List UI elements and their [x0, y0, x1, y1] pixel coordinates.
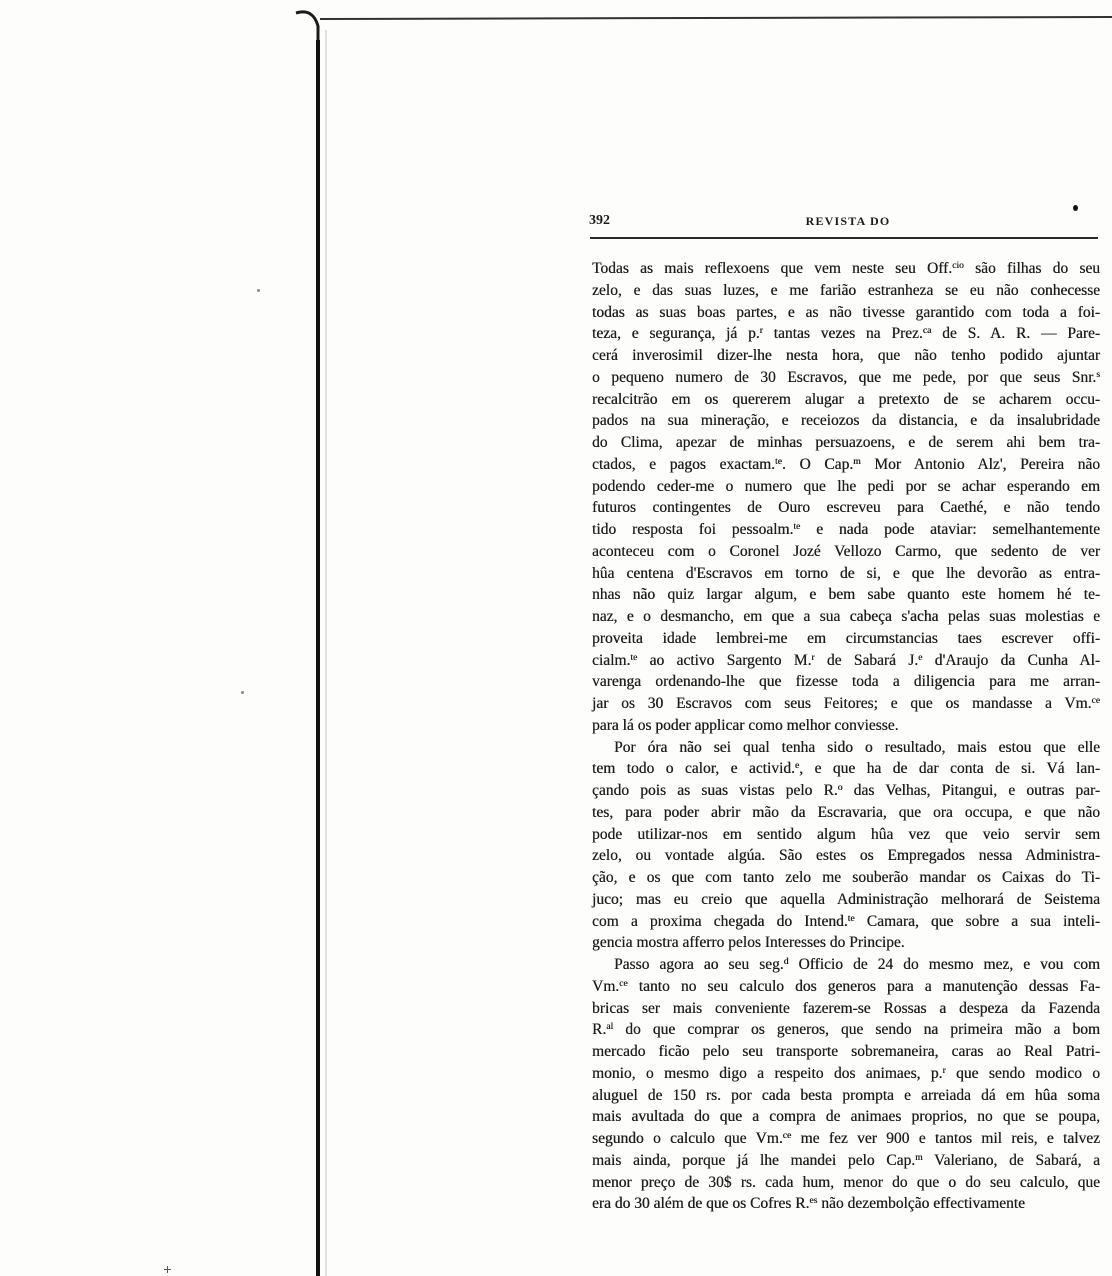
superscript-abbreviation: al [606, 1021, 614, 1033]
line-text: juco; mas eu creio que aquella Administração melhorará de Seistema [592, 890, 1100, 908]
text-line [592, 454, 1100, 476]
text-line [592, 389, 1100, 411]
superscript-abbreviation: d [783, 956, 789, 968]
superscript-abbreviation: ce [782, 1130, 792, 1142]
line-text: ção, e os que com tanto zelo me souberão mandar os Caixas do Ti- [592, 869, 1100, 886]
scan-cross-mark [164, 1266, 171, 1273]
body-text [592, 258, 1100, 1215]
header-rule [590, 237, 1098, 239]
line-text: mercado ficão pelo seu transporte sobremaneira, caras ao Real Patri- [592, 1043, 1100, 1060]
line-text: Mor Antonio Alz', Pereira não [860, 455, 1100, 473]
superscript-abbreviation: cio [952, 260, 964, 272]
line-text: jar os 30 Escravos com seus Feitores; e que os mandasse a Vm. [592, 695, 1092, 712]
line-text: não dezembolção effectivamente [817, 1195, 1025, 1213]
line-text: Por óra não sei qual tenha sido o resultado, mais estou que elle [614, 738, 1100, 756]
text-line [592, 737, 1100, 759]
superscript-abbreviation: es [809, 1195, 818, 1207]
superscript-abbreviation: m [915, 1151, 923, 1163]
paragraph [592, 258, 1100, 737]
line-text: teza, e segurança, já p. [592, 325, 760, 343]
line-text: Passo agora ao seu seg. [614, 956, 784, 973]
superscript-abbreviation: e [794, 760, 800, 772]
line-text: das Velhas, Pitangui, e outras par- [842, 782, 1100, 799]
line-text: proveita idade lembrei-me em circumstancias taes escrever offi- [592, 629, 1100, 647]
text-line [592, 802, 1100, 824]
line-text: tido resposta foi pessoalm. [592, 521, 794, 538]
text-line [592, 650, 1100, 672]
text-line [592, 867, 1100, 889]
line-text: mais avultada do que a compra de animaes proprios, no que se poupa, [592, 1108, 1100, 1126]
text-line [592, 280, 1100, 302]
text-line [592, 519, 1100, 541]
paragraph [592, 737, 1100, 955]
superscript-abbreviation: te [774, 455, 782, 467]
ink-mark [1073, 205, 1078, 211]
text-line [592, 367, 1100, 389]
superscript-abbreviation: ca [922, 325, 932, 337]
text-line [592, 323, 1100, 345]
page-top-edge [320, 17, 1112, 19]
line-text: Vm. [592, 977, 620, 995]
superscript-abbreviation: te [847, 912, 855, 924]
text-line [592, 976, 1100, 998]
line-text: para lá os poder applicar como melhor conviesse. [592, 716, 899, 734]
text-line [592, 715, 1100, 737]
line-text: todas as suas boas partes, e as não tivesse garantido com toda a foi- [592, 303, 1100, 321]
line-text: e nada pode ataviar: semelhantemente [800, 521, 1100, 538]
text-line [592, 1019, 1100, 1041]
text-line [592, 780, 1100, 802]
line-text: que sendo modico o [945, 1064, 1100, 1082]
line-text: me fez ver 900 e tantos mil reis, e talvez [791, 1130, 1101, 1147]
text-line [592, 954, 1100, 976]
text-line [592, 432, 1100, 454]
line-text: bricas ser mais conveniente fazerem-se Rossas a despeza da Fazenda [592, 999, 1100, 1017]
superscript-abbreviation: s [1096, 368, 1100, 380]
line-text: gencia mostra afferro pelos Interesses do Principe. [592, 934, 905, 952]
line-text: pados na sua mineração, e receiozos da distancia, e da insalubridade [592, 412, 1100, 430]
superscript-abbreviation: o [837, 782, 843, 794]
superscript-abbreviation: m [853, 455, 861, 467]
line-text: Officio de 24 do mesmo mez, e vou com [788, 956, 1100, 973]
text-line [592, 1063, 1100, 1085]
line-text: Camara, que sobre a sua inteli- [854, 912, 1100, 930]
line-text: hûa centena d'Escravos em torno de si, e que lhe devorão as entra- [592, 564, 1100, 582]
line-text: era do 30 além de que os Cofres R. [592, 1195, 810, 1213]
page-number: 392 [589, 213, 610, 228]
superscript-abbreviation: te [630, 651, 638, 663]
line-text: podendo ceder-me o numero que lhe pedi por se achar esperando em [592, 477, 1100, 495]
line-text: cialm. [592, 651, 631, 669]
line-text: varenga ordenando-lhe que fizesse toda a diligencia para me arran- [592, 673, 1100, 691]
text-line [592, 584, 1100, 606]
superscript-abbreviation: r [942, 1064, 946, 1076]
superscript-abbreviation: te [793, 521, 801, 533]
superscript-abbreviation: r [811, 651, 815, 663]
page-corner-curl [296, 12, 318, 70]
line-text: zelo, ou vontade algúa. São estes os Empregados nessa Administra- [592, 847, 1100, 865]
text-line [592, 824, 1100, 846]
text-line [592, 345, 1100, 367]
line-text: mais ainda, porque já lhe mandei pelo Cap. [592, 1151, 916, 1169]
scan-speck [257, 289, 260, 292]
line-text: tes, para poder abrir mão da Escravaria, que ora occupa, e que não [592, 803, 1100, 821]
line-text: nhas não quiz largar algum, e bem sabe quanto este homem hé te- [592, 586, 1100, 604]
text-line [592, 258, 1100, 280]
scan-speck [241, 691, 244, 694]
line-text: aluguel de 150 rs. por cada besta prompta e arreiada dá em hûa soma [592, 1086, 1100, 1104]
line-text: R. [592, 1021, 607, 1039]
line-text: menor preço de 30$ rs. cada hum, menor do que o do seu calculo, que [592, 1173, 1100, 1191]
text-line [592, 758, 1100, 780]
text-line [592, 889, 1100, 911]
text-line [592, 932, 1100, 954]
line-text: çando pois as suas vistas pelo R. [592, 782, 838, 799]
line-text: naz, e o desmancho, em que a sua cabeça s'acha pelas suas molestias e [592, 608, 1100, 625]
text-line [592, 628, 1100, 650]
superscript-abbreviation: r [759, 325, 763, 337]
line-text: , e que ha de dar conta de si. Vá lan- [799, 760, 1101, 778]
text-line [592, 845, 1100, 867]
text-line [592, 302, 1100, 324]
superscript-abbreviation: ce [619, 977, 628, 989]
line-text: são filhas do seu [963, 260, 1100, 277]
line-text: futuros contingentes de Ouro escreveu para Caethé, e não tendo [592, 499, 1100, 517]
text-line [592, 911, 1100, 933]
text-line [592, 1172, 1100, 1194]
superscript-abbreviation: ce [1091, 695, 1100, 707]
text-line [592, 671, 1100, 693]
text-line [592, 1041, 1100, 1063]
line-text: tem todo o calor, e activid. [592, 760, 795, 778]
line-text: com a proxima chegada do Intend. [592, 912, 848, 930]
text-line [592, 1106, 1100, 1128]
line-text: recalcitrão em os quererem alugar a pretexto de se acharem occu- [592, 390, 1100, 408]
text-line [592, 410, 1100, 432]
line-text: . O Cap. [781, 455, 854, 473]
line-text: monio, o mesmo digo a respeito dos animaes, p. [592, 1064, 943, 1082]
text-line [592, 606, 1100, 628]
text-line [592, 1085, 1100, 1107]
line-text: tanto no seu calculo dos generos para a manutenção dessas Fa- [627, 977, 1100, 995]
line-text: ctados, e pagos exactam. [592, 455, 775, 473]
line-text: zelo, e das suas luzes, e me farião estranheza se eu não conhecesse [592, 281, 1100, 299]
text-line [592, 1128, 1100, 1150]
line-text: do Clima, apezar de minhas persuazoens, e de serem ahi bem tra- [592, 434, 1100, 451]
text-line [592, 998, 1100, 1020]
line-text: Todas as mais reflexoens que vem neste seu Off. [592, 260, 953, 277]
line-text: de Sabará J. [814, 651, 919, 669]
text-line [592, 563, 1100, 585]
line-text: o pequeno numero de 30 Escravos, que me pede, por que seus Snr. [592, 368, 1097, 386]
line-text: pode utilizar-nos em sentido algum hûa vez que veio servir sem [592, 825, 1100, 843]
line-text: de S. A. R. — Pare- [931, 325, 1100, 343]
line-text: d'Araujo da Cunha Al- [922, 651, 1100, 669]
line-text: cerá inverosimil dizer-lhe nesta hora, que não tenho podido ajuntar [592, 347, 1100, 364]
line-text: tantas vezes na Prez. [762, 325, 923, 343]
line-text: aconteceu com o Coronel Jozé Vellozo Carmo, que sedento de ver [592, 542, 1100, 560]
superscript-abbreviation: e [918, 651, 923, 663]
line-text: do que comprar os generos, que sendo na primeira mão a bom [613, 1021, 1100, 1039]
running-head: REVISTA DO [805, 214, 891, 228]
paragraph [592, 954, 1100, 1215]
line-text: Valeriano, de Sabará, a [922, 1151, 1100, 1169]
line-text: segundo o calculo que Vm. [592, 1130, 783, 1147]
text-line [592, 541, 1100, 563]
text-line [592, 1150, 1100, 1172]
text-line [592, 497, 1100, 519]
text-line [592, 693, 1100, 715]
text-line [592, 476, 1100, 498]
line-text: ao activo Sargento M. [637, 651, 812, 669]
text-line [592, 1193, 1100, 1215]
